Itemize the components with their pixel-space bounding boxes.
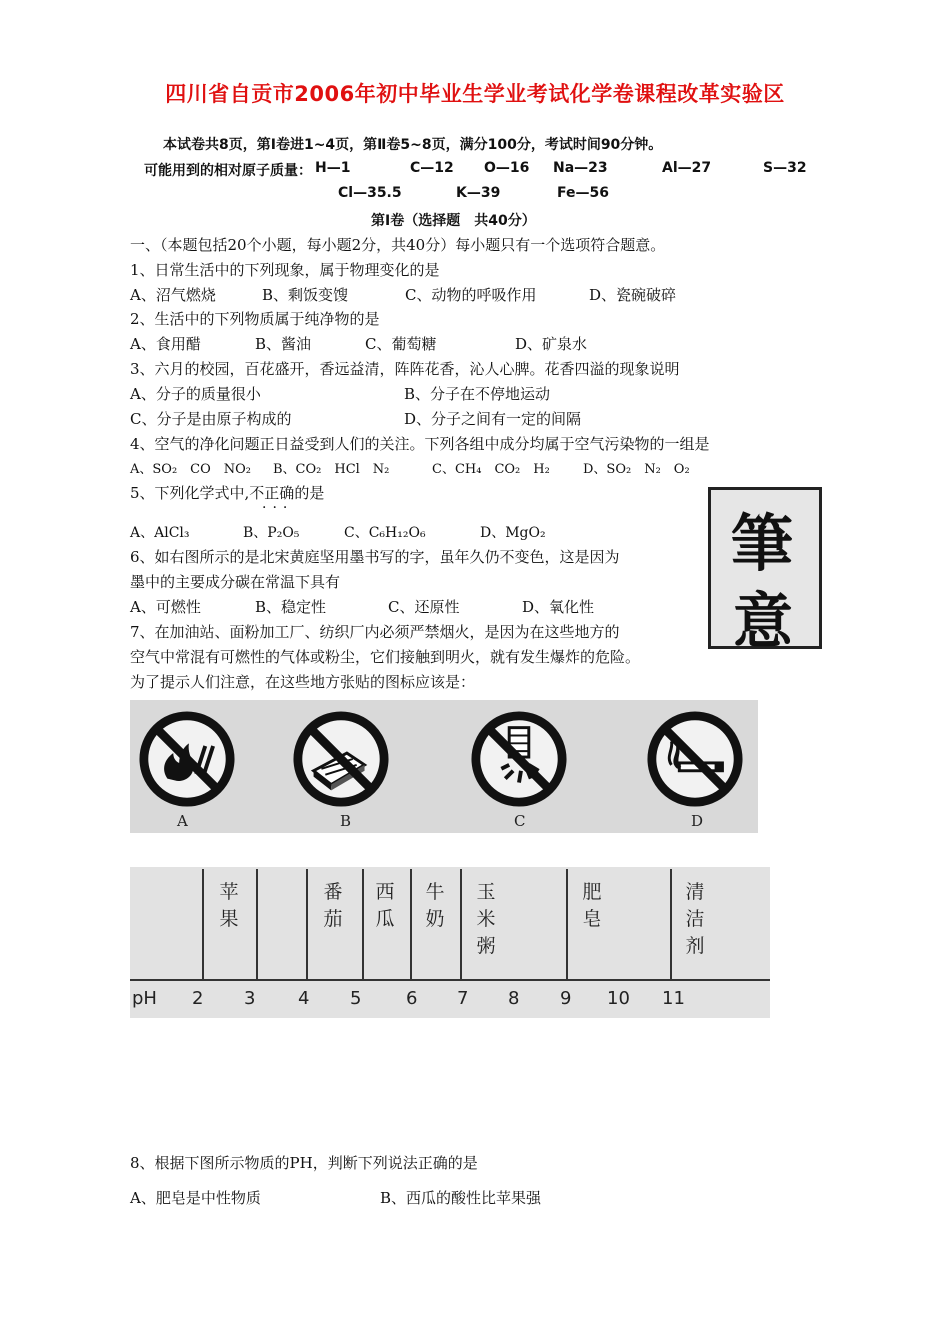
ph-tick: 2 xyxy=(192,988,204,1009)
q1-option-b: B、剩饭变馊 xyxy=(262,286,349,304)
mass-k: K—39 xyxy=(456,185,501,201)
ph-tick: 4 xyxy=(298,988,310,1009)
mass-o: O—16 xyxy=(484,160,530,176)
q4-option-a: A、SO₂ CO NO₂ xyxy=(130,462,252,477)
calligraphy-image xyxy=(708,487,822,657)
ph-divider xyxy=(410,869,412,981)
ph-item-tomato: 番茄 xyxy=(323,881,343,930)
ph-divider xyxy=(566,869,568,981)
q1-stem: 1、日常生活中的下列现象，属于物理变化的是 xyxy=(130,261,440,279)
masses-label: 可能用到的相对原子质量： xyxy=(144,163,312,179)
no-fireworks-icon xyxy=(470,710,568,808)
ph-item-corn-porridge: 玉米粥 xyxy=(476,881,496,957)
q4-option-c: C、CH₄ CO₂ H₂ xyxy=(432,462,550,477)
q8-option-b: B、西瓜的酸性比苹果强 xyxy=(380,1189,542,1207)
sign-label-b: B xyxy=(340,812,352,830)
mass-al: Al—27 xyxy=(662,160,712,176)
q5-option-a: A、AlCl₃ xyxy=(130,525,190,541)
ph-divider xyxy=(670,869,672,981)
q6-option-d: D、氧化性 xyxy=(522,598,595,616)
calligraphy-char-2: 意 xyxy=(733,587,793,657)
ph-tick: 6 xyxy=(406,988,418,1009)
ph-item-soap: 肥皂 xyxy=(582,881,602,930)
ph-tick: 5 xyxy=(350,988,362,1009)
q2-option-a: A、食用醋 xyxy=(130,335,201,353)
q7-stem-line2: 空气中常混有可燃性的气体或粉尘，它们接触到明火，就有发生爆炸的危险。 xyxy=(130,648,641,666)
no-smoking-icon xyxy=(646,710,744,808)
sign-label-c: C xyxy=(514,812,526,830)
ph-tick: 11 xyxy=(662,988,685,1009)
q5-option-b: B、P₂O₅ xyxy=(243,525,300,541)
q1-option-d: D、瓷碗破碎 xyxy=(589,286,677,304)
exam-title: 四川省自贡市2006年初中毕业生学业考试化学卷课程改革实验区 xyxy=(165,82,785,106)
ph-axis-label: pH xyxy=(132,988,157,1009)
q6-stem-line1: 6、如右图所示的是北宋黄庭坚用墨书写的字，虽年久仍不变色，这是因为 xyxy=(130,548,620,566)
ph-tick: 8 xyxy=(508,988,520,1009)
q6-stem-line2: 墨中的主要成分碳在常温下具有 xyxy=(130,573,341,591)
q4-stem: 4、空气的净化问题正日益受到人们的关注。下列各组中成分均属于空气污染物的一组是 xyxy=(130,435,710,453)
q4-option-d: D、SO₂ N₂ O₂ xyxy=(583,462,690,477)
ph-divider xyxy=(202,869,204,981)
ph-item-apple: 苹果 xyxy=(219,881,239,930)
q2-option-c: C、葡萄糖 xyxy=(365,335,437,353)
part-one-heading: 一、（本题包括20个小题，每小题2分，共40分）每小题只有一个选项符合题意。 xyxy=(130,236,666,254)
ph-scale-image xyxy=(130,867,770,1018)
ph-divider xyxy=(460,869,462,981)
ph-axis-line xyxy=(130,979,770,981)
emphasis-dots: ··· xyxy=(262,500,294,516)
q8-option-a: A、肥皂是中性物质 xyxy=(130,1189,261,1207)
no-open-flame-icon xyxy=(138,710,236,808)
q3-option-a: A、分子的质量很小 xyxy=(130,385,261,403)
q5-option-d: D、MgO₂ xyxy=(480,525,546,541)
calligraphy-char-1: 筆 xyxy=(731,507,794,580)
mass-c: C—12 xyxy=(410,160,454,176)
q2-stem: 2、生活中的下列物质属于纯净物的是 xyxy=(130,310,380,328)
mass-na: Na—23 xyxy=(553,160,608,176)
exam-info: 本试卷共8页，第Ⅰ卷进1~4页，第Ⅱ卷5~8页，满分100分，考试时间90分钟。 xyxy=(163,137,663,153)
q2-option-d: D、矿泉水 xyxy=(515,335,588,353)
ph-item-detergent: 清洁剂 xyxy=(685,881,705,957)
ph-tick: 3 xyxy=(244,988,256,1009)
sign-label-a: A xyxy=(177,812,188,830)
ph-tick: 9 xyxy=(560,988,572,1009)
q5-stem: 5、下列化学式中,不正确的是 xyxy=(130,484,325,502)
q1-option-c: C、动物的呼吸作用 xyxy=(405,286,537,304)
q2-option-b: B、酱油 xyxy=(255,335,312,353)
ph-divider xyxy=(256,869,258,981)
q1-option-a: A、沼气燃烧 xyxy=(130,286,216,304)
q3-option-d: D、分子之间有一定的间隔 xyxy=(404,410,582,428)
mass-cl: Cl—35.5 xyxy=(338,185,402,201)
q6-option-a: A、可燃性 xyxy=(130,598,201,616)
q3-stem: 3、六月的校园，百花盛开，香远益清，阵阵花香，沁人心脾。花香四溢的现象说明 xyxy=(130,360,680,378)
ph-item-milk: 牛奶 xyxy=(425,881,445,930)
mass-h: H—1 xyxy=(315,160,351,176)
sign-label-d: D xyxy=(691,812,704,830)
q3-option-b: B、分子在不停地运动 xyxy=(404,385,551,403)
ph-tick: 7 xyxy=(457,988,469,1009)
section-title: 第Ⅰ卷（选择题 共40分） xyxy=(371,213,536,229)
q6-option-c: C、还原性 xyxy=(388,598,460,616)
mass-fe: Fe—56 xyxy=(557,185,609,201)
warning-signs-image xyxy=(130,700,758,833)
mass-s: S—32 xyxy=(763,160,807,176)
ph-divider xyxy=(362,869,364,981)
q4-option-b: B、CO₂ HCl N₂ xyxy=(273,462,390,477)
q5-option-c: C、C₆H₁₂O₆ xyxy=(344,525,426,541)
ph-divider xyxy=(306,869,308,981)
q6-option-b: B、稳定性 xyxy=(255,598,327,616)
ph-item-watermelon: 西瓜 xyxy=(375,881,395,930)
ph-tick: 10 xyxy=(607,988,630,1009)
q8-stem: 8、根据下图所示物质的PH，判断下列说法正确的是 xyxy=(130,1154,478,1172)
q7-stem-line3: 为了提示人们注意，在这些地方张贴的图标应该是： xyxy=(130,673,476,691)
no-lighters-icon xyxy=(292,710,390,808)
q3-option-c: C、分子是由原子构成的 xyxy=(130,410,292,428)
q7-stem-line1: 7、在加油站、面粉加工厂、纺织厂内必须严禁烟火，是因为在这些地方的 xyxy=(130,623,620,641)
